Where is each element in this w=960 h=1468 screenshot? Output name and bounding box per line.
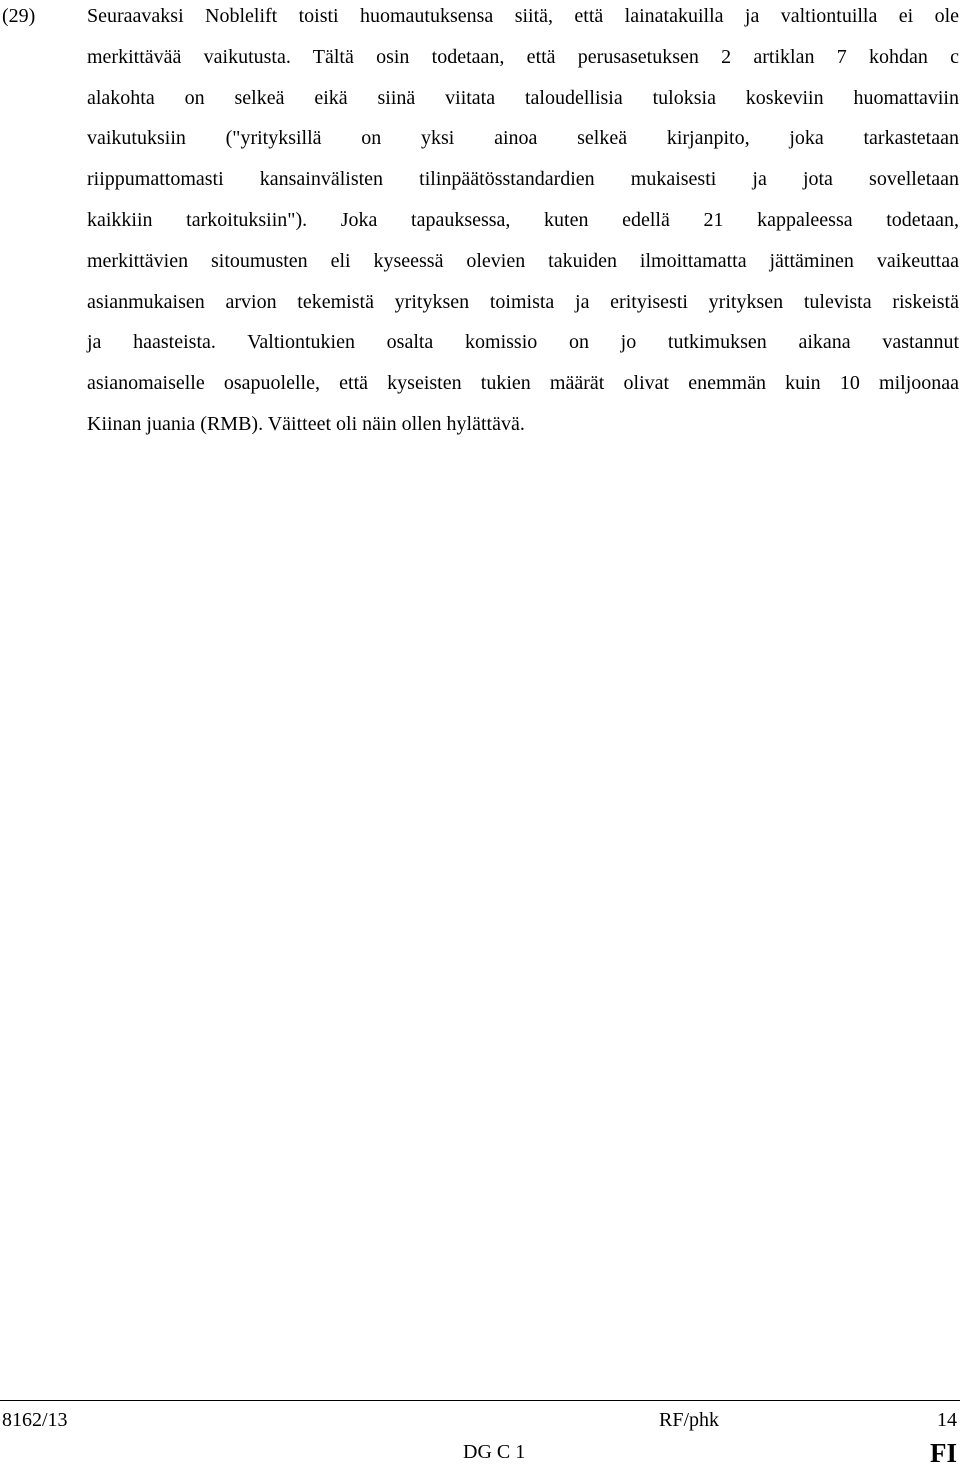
directorate-general: DG C 1: [463, 1441, 526, 1463]
text-line: riippumattomasti kansainvälisten tilinpäätösstandardien mukaisesti ja jota sovelletaan: [87, 168, 959, 191]
document-number: 8162/13: [2, 1409, 68, 1431]
footer-divider: [0, 1400, 960, 1401]
text-line: Kiinan juania (RMB). Väitteet oli näin ollen hylättävä.: [87, 412, 525, 435]
text-line: merkittävää vaikutusta. Tältä osin todetaan, että perusasetuksen 2 artiklan 7 kohdan c: [87, 45, 959, 68]
text-line: merkittävien sitoumusten eli kyseessä olevien takuiden ilmoittamatta jättäminen vaikeuttaa: [87, 249, 959, 272]
text-line: alakohta on selkeä eikä siinä viitata taloudellisia tuloksia koskeviin huomattaviin: [87, 86, 959, 109]
text-line: kaikkiin tarkoituksiin"). Joka tapauksessa, kuten edellä 21 kappaleessa todetaan,: [87, 208, 959, 231]
text-line: asianomaiselle osapuolelle, että kyseisten tukien määrät olivat enemmän kuin 10 miljoonaa: [87, 372, 959, 395]
text-line: ja haasteista. Valtiontukien osalta komissio on jo tutkimuksen aikana vastannut: [87, 331, 959, 354]
text-line: Seuraavaksi Noblelift toisti huomautuksensa siitä, että lainatakuilla ja valtiontuilla ei ole: [87, 5, 959, 27]
author-initials: RF/phk: [659, 1409, 720, 1431]
paragraph-text: [87, 0, 959, 445]
text-line: vaikutuksiin ("yrityksillä on yksi ainoa selkeä kirjanpito, joka tarkastetaan: [87, 127, 959, 150]
text-line: asianmukaisen arvion tekemistä yrityksen toimista ja erityisesti yrityksen tulevista riskeistä: [87, 290, 959, 313]
language-code: FI: [930, 1438, 957, 1468]
paragraph-number: (29): [2, 5, 36, 27]
page-number: 14: [937, 1409, 957, 1431]
page-footer: [0, 1400, 960, 1467]
